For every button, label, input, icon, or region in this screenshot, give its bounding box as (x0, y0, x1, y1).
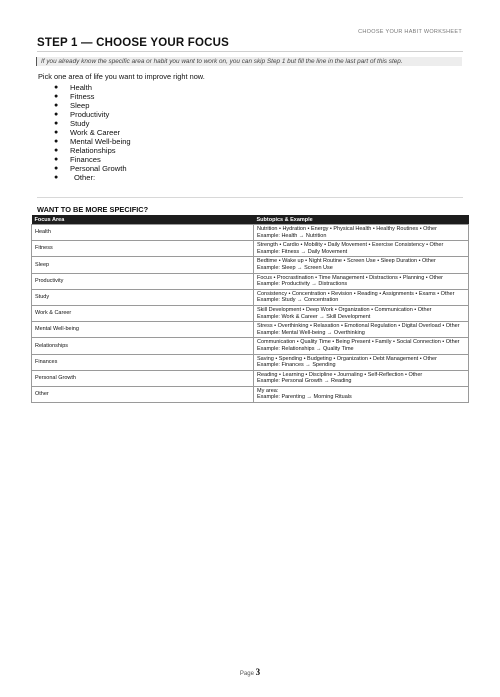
example-text: Example: Sleep → Screen Use (257, 264, 333, 271)
focus-area-list (54, 83, 131, 182)
table-row (32, 322, 469, 338)
focus-area-option: ● Sleep (54, 101, 90, 110)
example-text: Example: Personal Growth → Reading (257, 378, 352, 385)
focus-area-cell: Finances (32, 354, 254, 370)
focus-area-cell: Other (32, 386, 254, 402)
subtopics-text: Reading • Learning • Discipline • Journaling • Self-Reflection • Other (257, 371, 423, 378)
example-text: Example: Parenting → Morning Rituals (257, 394, 352, 401)
subtopics-text: Consistency • Concentration • Revision • Reading • Assignments • Exams • Other (257, 290, 455, 297)
example-text: Example: Mental Well-being → Overthinking (257, 329, 365, 336)
subtopics-cell (254, 225, 469, 241)
focus-area-cell: Productivity (32, 273, 254, 289)
table-row (32, 241, 469, 257)
focus-area-cell: Work & Career (32, 305, 254, 321)
bullet-icon: ● (54, 174, 59, 181)
subtopics-cell (254, 257, 469, 273)
example-text: Example: Fitness → Daily Movement (257, 248, 348, 255)
subtopics-text: Stress • Overthinking • Relaxation • Emotional Regulation • Digital Overload • Other (257, 323, 460, 330)
specific-section-title: WANT TO BE MORE SPECIFIC? (37, 205, 149, 214)
focus-area-cell: Mental Well-being (32, 322, 254, 338)
page-number: 3 (255, 667, 261, 677)
title-divider (37, 51, 463, 52)
table-row (32, 257, 469, 273)
subtopics-text: Focus • Procrastination • Time Management • Distractions • Planning • Other (257, 274, 444, 281)
subtopics-text: Saving • Spending • Budgeting • Organization • Debt Management • Other (257, 355, 437, 362)
page-label: Page (239, 671, 254, 677)
focus-area-cell: Relationships (32, 338, 254, 354)
table-row (32, 370, 469, 386)
bullet-icon: ● (54, 111, 59, 118)
focus-area-cell: Health (32, 225, 254, 241)
section-divider (37, 197, 463, 198)
table-row (32, 354, 469, 370)
subtopics-cell (254, 241, 469, 257)
focus-area-option: ● Health (54, 83, 92, 92)
subtopics-text: My area: (257, 387, 279, 394)
focus-area-option: ● Work & Career (54, 128, 121, 137)
focus-area-cell: Sleep (32, 257, 254, 273)
table-row (32, 338, 469, 354)
subtopics-cell (254, 354, 469, 370)
example-text: Example: Health → Nutrition (257, 232, 327, 239)
subtopics-cell (254, 273, 469, 289)
subtopics-text: Nutrition • Hydration • Energy • Physical Health • Healthy Routines • Other (257, 226, 437, 232)
table-body (32, 225, 469, 403)
subtopics-cell (254, 289, 469, 305)
subtopics-table (31, 215, 469, 403)
example-text: Example: Work & Career → Skill Development (257, 313, 371, 320)
bullet-icon: ● (54, 156, 59, 163)
subtopics-text: Strength • Cardio • Mobility • Daily Movement • Exercise Consistency • Other (257, 242, 444, 249)
bullet-icon: ● (54, 138, 59, 145)
table-row (32, 305, 469, 321)
table-row (32, 289, 469, 305)
focus-area-option: ● Study (54, 119, 90, 128)
example-text: Example: Finances → Spending (257, 362, 336, 369)
page-title: STEP 1 — CHOOSE YOUR FOCUS (37, 37, 230, 49)
subtopics-cell (254, 338, 469, 354)
subtopics-cell (254, 322, 469, 338)
focus-area-option: ● Mental Well-being (54, 137, 131, 146)
bullet-icon: ● (54, 129, 59, 136)
focus-area-option-other: ● Other: (54, 173, 96, 182)
table-row (32, 386, 469, 402)
table-header-row (32, 215, 469, 225)
bullet-icon: ● (54, 120, 59, 127)
example-text: Example: Study → Concentration (257, 297, 339, 304)
focus-area-cell: Personal Growth (32, 370, 254, 386)
example-text: Example: Productivity → Distractions (257, 281, 348, 288)
skip-note: If you already know the specific area or habit you want to work on, you can skip Step 1 but fill the line in the last part of this step. (36, 57, 462, 66)
subtopics-text: Skill Development • Deep Work • Organization • Communication • Other (257, 306, 432, 313)
page-footer (0, 667, 500, 677)
example-text: Example: Relationships → Quality Time (257, 345, 354, 352)
subtopics-cell (254, 370, 469, 386)
bullet-icon: ● (54, 102, 59, 109)
column-header-focus-area: Focus Area (32, 215, 254, 225)
bullet-icon: ● (54, 84, 59, 91)
intro-text: Pick one area of life you want to improve right now. (38, 72, 205, 81)
table-row (32, 273, 469, 289)
focus-area-option: ● Personal Growth (54, 164, 127, 173)
column-header-subtopics: Subtopics & Example (254, 215, 469, 225)
bullet-icon: ● (54, 147, 59, 154)
focus-area-option: ● Fitness (54, 92, 95, 101)
focus-area-cell: Study (32, 289, 254, 305)
subtopics-cell (254, 386, 469, 402)
focus-area-option: ● Finances (54, 155, 101, 164)
focus-area-cell: Fitness (32, 241, 254, 257)
bullet-icon: ● (54, 93, 59, 100)
worksheet-header-label: CHOOSE YOUR HABIT WORKSHEET (358, 29, 462, 35)
focus-area-option: ● Productivity (54, 110, 110, 119)
table-row (32, 225, 469, 241)
subtopics-text: Communication • Quality Time • Being Present • Family • Social Connection • Other (257, 339, 460, 346)
focus-area-option: ● Relationships (54, 146, 116, 155)
subtopics-cell (254, 305, 469, 321)
subtopics-text: Bedtime • Wake up • Night Routine • Screen Use • Sleep Duration • Other (257, 258, 436, 265)
bullet-icon: ● (54, 165, 59, 172)
